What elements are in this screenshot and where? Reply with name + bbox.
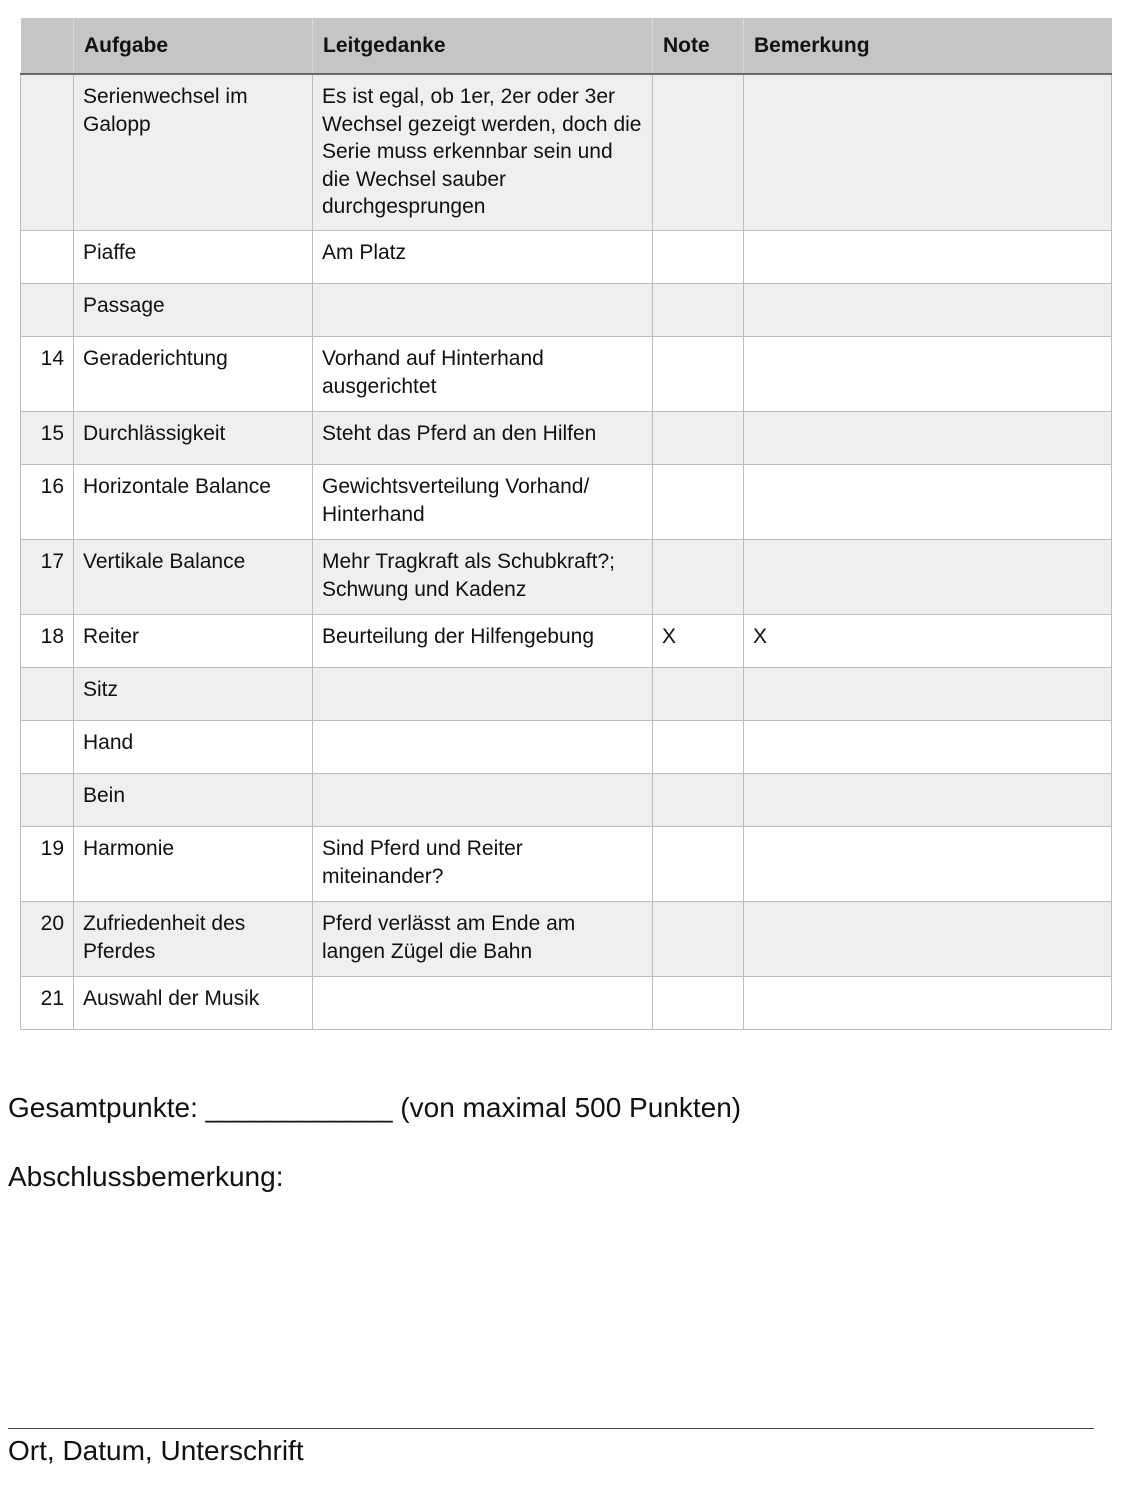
table-row (21, 540, 1112, 615)
table-header-row (21, 18, 1112, 74)
row-remark (744, 412, 1112, 465)
row-grade (653, 74, 744, 231)
table-row (21, 774, 1112, 827)
header-remark: Bemerkung (744, 18, 1112, 74)
row-guideline: Vorhand auf Hinterhand ausgerichtet (313, 337, 653, 412)
row-task: Vertikale Balance (74, 540, 313, 615)
closing-remark-label: Abschlussbemerkung: (8, 1161, 284, 1192)
row-number (21, 774, 74, 827)
row-remark (744, 540, 1112, 615)
row-number (21, 231, 74, 284)
row-grade (653, 412, 744, 465)
row-grade: X (653, 615, 744, 668)
row-number (21, 284, 74, 337)
table-row (21, 827, 1112, 902)
row-remark (744, 465, 1112, 540)
table-row (21, 902, 1112, 977)
table-row (21, 615, 1112, 668)
header-grade: Note (653, 18, 744, 74)
row-task: Serienwechsel im Galopp (74, 74, 313, 231)
table-row (21, 977, 1112, 1030)
row-task: Harmonie (74, 827, 313, 902)
row-guideline: Steht das Pferd an den Hilfen (313, 412, 653, 465)
row-guideline (313, 668, 653, 721)
table-row (21, 412, 1112, 465)
table-row (21, 231, 1112, 284)
row-guideline: Mehr Tragkraft als Schubkraft?; Schwung und Kadenz (313, 540, 653, 615)
row-number: 19 (21, 827, 74, 902)
row-grade (653, 721, 744, 774)
row-grade (653, 977, 744, 1030)
row-guideline: Sind Pferd und Reiter miteinander? (313, 827, 653, 902)
row-guideline: Gewichtsverteilung Vorhand/ Hinterhand (313, 465, 653, 540)
row-task: Piaffe (74, 231, 313, 284)
row-guideline (313, 774, 653, 827)
row-number: 15 (21, 412, 74, 465)
row-remark: X (744, 615, 1112, 668)
signature-line (8, 1428, 1094, 1429)
row-guideline (313, 721, 653, 774)
row-remark (744, 74, 1112, 231)
row-remark (744, 284, 1112, 337)
table-row (21, 465, 1112, 540)
table-row (21, 74, 1112, 231)
row-task: Auswahl der Musik (74, 977, 313, 1030)
row-number: 14 (21, 337, 74, 412)
row-number: 18 (21, 615, 74, 668)
row-task: Zufriedenheit des Pferdes (74, 902, 313, 977)
row-grade (653, 540, 744, 615)
header-number (21, 18, 74, 74)
row-task: Hand (74, 721, 313, 774)
row-grade (653, 774, 744, 827)
table-row (21, 337, 1112, 412)
row-remark (744, 827, 1112, 902)
row-remark (744, 231, 1112, 284)
row-guideline (313, 977, 653, 1030)
row-grade (653, 284, 744, 337)
row-number: 20 (21, 902, 74, 977)
row-number: 16 (21, 465, 74, 540)
row-remark (744, 977, 1112, 1030)
scoring-table-container (20, 18, 1111, 1030)
header-task: Aufgabe (74, 18, 313, 74)
row-number (21, 74, 74, 231)
scoring-table (20, 18, 1112, 1030)
row-remark (744, 337, 1112, 412)
row-grade (653, 902, 744, 977)
row-task: Horizontale Balance (74, 465, 313, 540)
row-remark (744, 902, 1112, 977)
row-task: Passage (74, 284, 313, 337)
row-grade (653, 465, 744, 540)
table-row (21, 668, 1112, 721)
row-remark (744, 721, 1112, 774)
row-number (21, 721, 74, 774)
row-task: Bein (74, 774, 313, 827)
table-row (21, 284, 1112, 337)
row-number: 17 (21, 540, 74, 615)
row-guideline: Beurteilung der Hilfengebung (313, 615, 653, 668)
row-remark (744, 668, 1112, 721)
signature-label: Ort, Datum, Unterschrift (8, 1435, 304, 1466)
row-guideline (313, 284, 653, 337)
row-grade (653, 668, 744, 721)
row-number: 21 (21, 977, 74, 1030)
row-grade (653, 827, 744, 902)
row-task: Reiter (74, 615, 313, 668)
row-task: Geraderichtung (74, 337, 313, 412)
row-grade (653, 337, 744, 412)
row-number (21, 668, 74, 721)
row-guideline: Am Platz (313, 231, 653, 284)
table-row (21, 721, 1112, 774)
row-guideline: Pferd verlässt am Ende am langen Zügel die Bahn (313, 902, 653, 977)
total-points-line: Gesamtpunkte: ____________ (von maximal 500 Punkten) (8, 1092, 742, 1123)
row-task: Sitz (74, 668, 313, 721)
row-guideline: Es ist egal, ob 1er, 2er oder 3er Wechsel gezeigt werden, doch die Serie muss erkennbar sein und die Wechsel sauber durchgesprungen (313, 74, 653, 231)
row-remark (744, 774, 1112, 827)
row-task: Durchlässigkeit (74, 412, 313, 465)
row-grade (653, 231, 744, 284)
header-guideline: Leitgedanke (313, 18, 653, 74)
